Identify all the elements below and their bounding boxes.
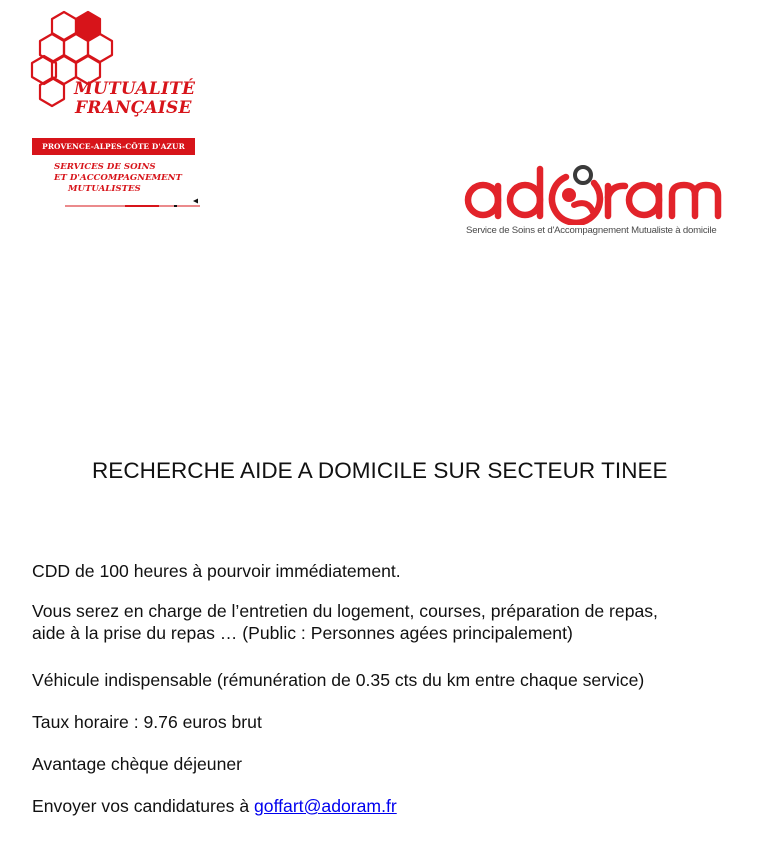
email-link[interactable]: goffart@adoram.fr bbox=[254, 796, 397, 816]
duties-line2: aide à la prise du repas … (Public : Personnes agées principalement) bbox=[32, 623, 573, 643]
mutualite-subtitle bbox=[54, 162, 204, 195]
mutualite-title-line1: MUTUALITÉ bbox=[74, 79, 196, 99]
wage-text: Taux horaire : 9.76 euros brut bbox=[32, 712, 262, 732]
apply-text bbox=[32, 795, 397, 817]
benefit-text: Avantage chèque déjeuner bbox=[32, 754, 242, 774]
duties-text bbox=[32, 600, 658, 644]
page-title: RECHERCHE AIDE A DOMICILE SUR SECTEUR TINEE bbox=[92, 458, 668, 483]
apply-prefix: Envoyer vos candidatures à bbox=[32, 796, 255, 816]
person-circle-icon bbox=[552, 167, 600, 223]
adoram-logo bbox=[462, 150, 732, 245]
mutualite-title-line2: FRANÇAISE bbox=[75, 98, 192, 118]
mutualite-francaise-logo bbox=[30, 4, 210, 209]
vehicle-text: Véhicule indispensable (rémunération de 0.35 cts du km entre chaque service) bbox=[32, 670, 645, 690]
mutualite-subtitle-line1: SERVICES DE SOINS bbox=[54, 162, 156, 172]
adoram-wordmark bbox=[462, 155, 724, 225]
adoram-tagline: Service de Soins et d'Accompagnement Mutualiste à domicile bbox=[466, 225, 717, 236]
mutualite-subtitle-line3: MUTUALISTES bbox=[68, 184, 141, 194]
contract-text: CDD de 100 heures à pourvoir immédiatement. bbox=[32, 561, 401, 581]
stray-mark bbox=[193, 198, 199, 204]
mutualite-subtitle-line2: ET D'ACCOMPAGNEMENT bbox=[54, 173, 182, 183]
mutualite-title bbox=[74, 80, 195, 118]
region-band: PROVENCE-ALPES-CÔTE D'AZUR bbox=[32, 138, 195, 155]
duties-line1: Vous serez en charge de l’entretien du logement, courses, préparation de repas, bbox=[32, 601, 658, 621]
logo-divider bbox=[65, 205, 200, 207]
